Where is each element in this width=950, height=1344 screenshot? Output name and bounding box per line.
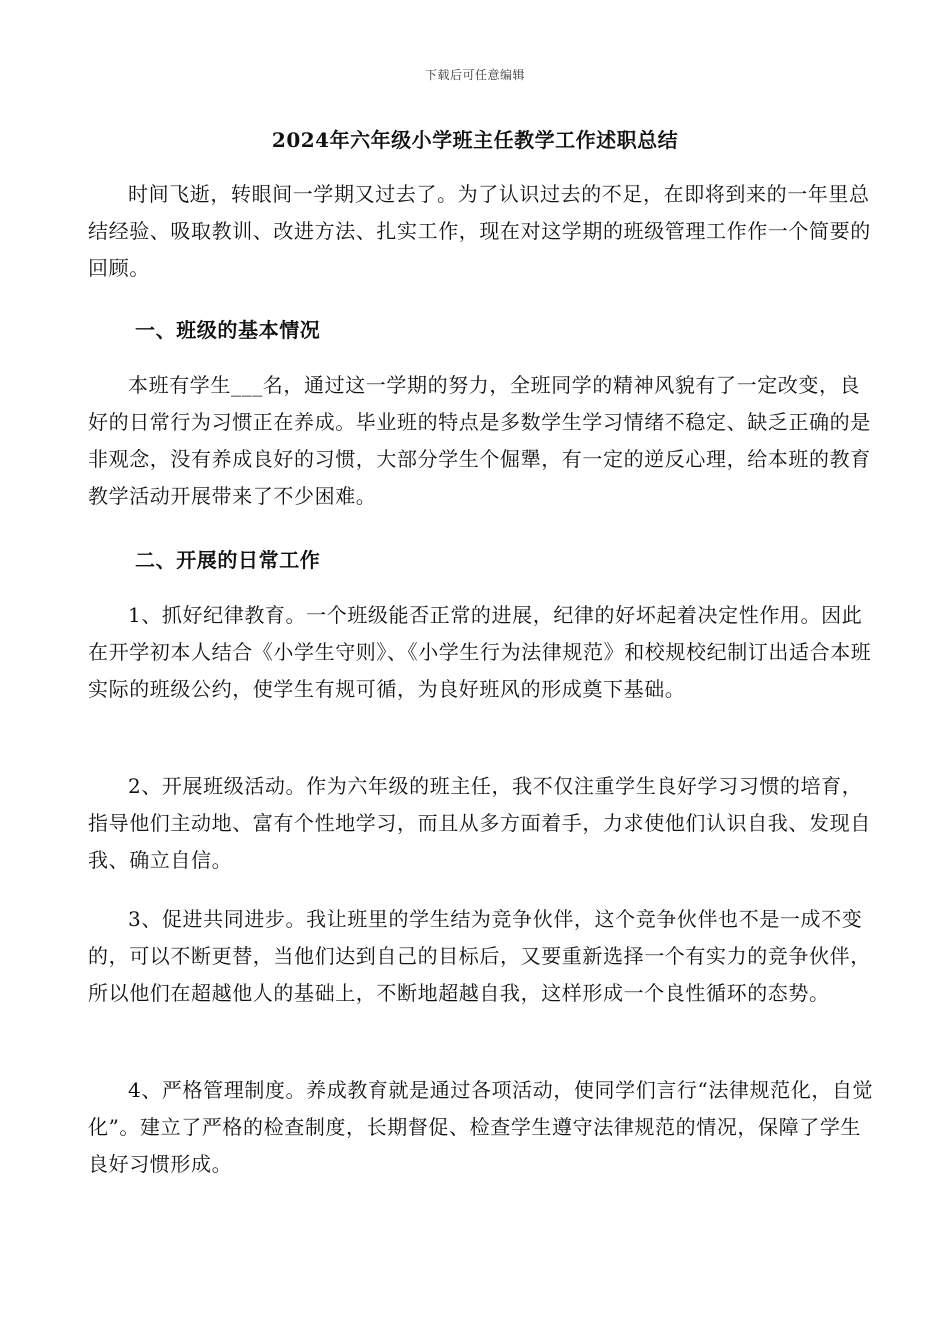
section1-paragraph: 本班有学生___名，通过这一学期的努力，全班同学的精神风貌有了一定改变，良好的日常行为习惯正在养成。毕业班的特点是多数学生学习情绪不稳定、缺乏正确的是非观念，没有养成良好的习惯，大部分学生个倔犟，有一定的逆反心理，给本班的教育教学活动开展带来了不少困难。 <box>88 373 871 508</box>
header-note: 下载后可任意编辑 <box>424 68 525 82</box>
work-item-management: 4、严格管理制度。养成教育就是通过各项活动，使同学们言行“法律规范化，自觉化”。建立了严格的检查制度，长期督促、检查学生遵守法律规范的情况，保障了学生良好习惯形成。 <box>88 1078 874 1176</box>
work-item-progress: 3、促进共同进步。我让班里的学生结为竞争伙伴，这个竞争伙伴也不是一成不变的，可以不断更替，当他们达到自己的目标后，又要重新选择一个有实力的竞争伙伴，所以他们在超越他人的基础上，不断地超越自我，这样形成一个良性循环的态势。 <box>88 907 871 1005</box>
section-heading-daily-work: 二、开展的日常工作 <box>135 548 321 572</box>
work-item-discipline: 1、抓好纪律教育。一个班级能否正常的进展，纪律的好坏起着决定性作用。因此在开学初本人结合《小学生守则》、《小学生行为法律规范》和校规校纪制订出适合本班实际的班级公约，使学生有规可循，为良好班风的形成奠下基础。 <box>88 603 872 701</box>
section-heading-basic-info: 一、班级的基本情况 <box>135 318 321 342</box>
work-item-activities: 2、开展班级活动。作为六年级的班主任，我不仅注重学生良好学习习惯的培育，指导他们主动地、富有个性地学习，而且从多方面着手，力求使他们认识自我、发现自我、确立自信。 <box>88 774 871 872</box>
intro-paragraph: 时间飞逝，转眼间一学期又过去了。为了认识过去的不足，在即将到来的一年里总结经验、吸取教训、改进方法、扎实工作，现在对这学期的班级管理工作作一个简要的回顾。 <box>88 182 871 280</box>
document-title: 2024年六年级小学班主任教学工作述职总结 <box>271 128 679 152</box>
